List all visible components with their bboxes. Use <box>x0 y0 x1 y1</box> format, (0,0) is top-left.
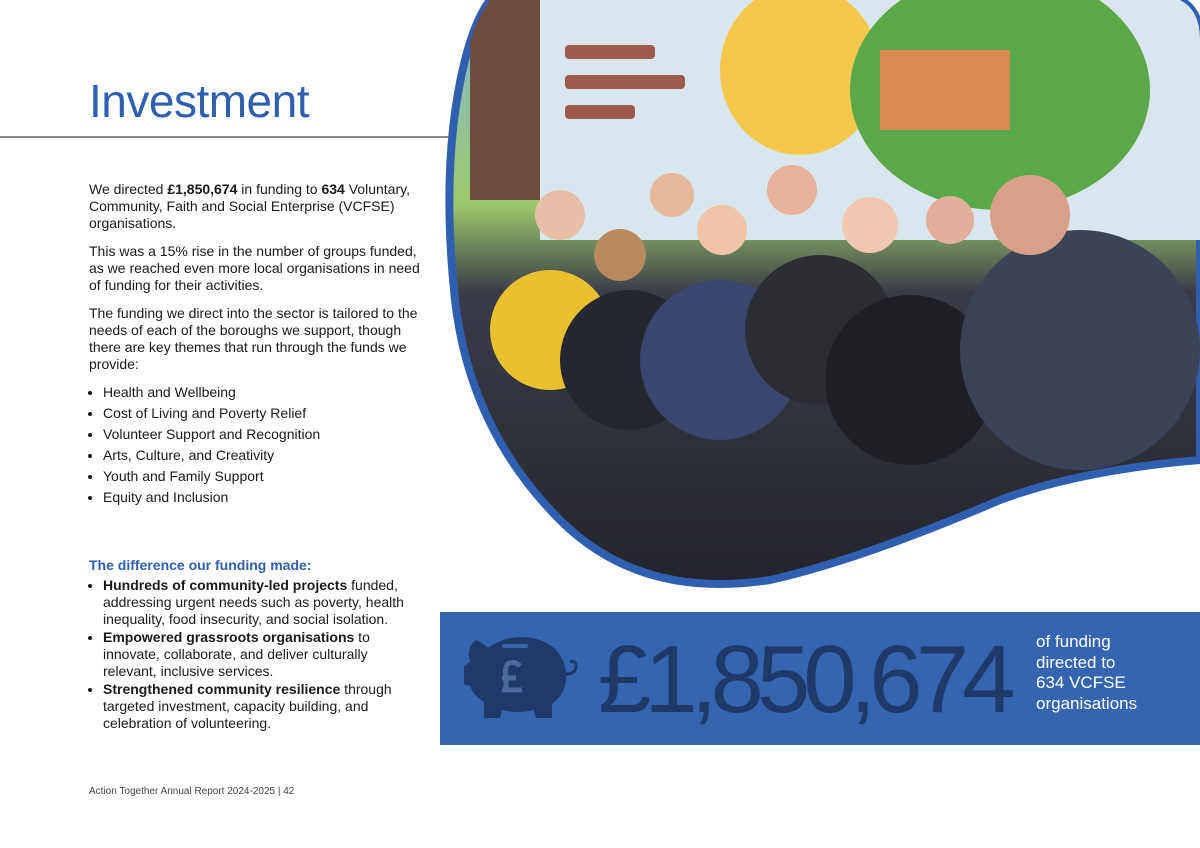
themes-list <box>89 384 425 506</box>
list-item: • Volunteer Support and Recognition <box>103 426 425 443</box>
list-item <box>103 681 419 732</box>
intro-paragraph-2: This was a 15% rise in the number of groups funded, as we reached even more local organisations in need of funding for their activities. <box>89 243 420 293</box>
volunteers-group-photo <box>440 0 1200 600</box>
caption-line: of funding <box>1036 632 1111 651</box>
page-footer: Action Together Annual Report 2024-2025 | 42 <box>89 786 295 797</box>
list-item: • Youth and Family Support <box>103 468 425 485</box>
intro-paragraph-1 <box>89 181 425 232</box>
text: to innovate, collaborate, and deliver culturally relevant, inclusive services. <box>103 629 370 679</box>
text: Empowered grassroots organisations <box>103 629 355 645</box>
text: We directed <box>89 181 168 197</box>
caption-line: organisations <box>1036 693 1138 713</box>
caption-line: 634 VCFSE <box>1036 673 1126 692</box>
list-item: • Equity and Inclusion <box>103 489 425 506</box>
text: Hundreds of community-led projects <box>103 577 348 593</box>
list-item: • Arts, Culture, and Creativity <box>103 447 425 464</box>
piggy-bank-icon <box>462 630 584 720</box>
intro-text <box>89 181 425 510</box>
funding-amount: £1,850,674 <box>167 181 238 197</box>
page-title: Investment <box>89 75 309 127</box>
difference-section <box>89 557 419 733</box>
text: in funding to <box>237 181 322 197</box>
text: Strengthened community resilience <box>103 681 341 697</box>
difference-list <box>89 577 419 732</box>
organisation-count: 634 <box>321 181 345 197</box>
funding-caption <box>1036 632 1137 714</box>
funding-stat-banner <box>440 612 1200 745</box>
intro-paragraph-3: The funding we direct into the sector is tailored to the needs of each of the boroughs we support, though there are key themes that run through the funds we provide: <box>89 305 418 372</box>
list-item <box>103 629 419 680</box>
list-item <box>103 577 419 628</box>
funding-amount-large: £1,850,674 <box>598 626 1009 733</box>
caption-line: directed to <box>1036 652 1116 672</box>
title-divider <box>0 136 456 138</box>
difference-heading: The difference our funding made: <box>89 557 312 573</box>
text: through targeted investment, capacity building, and celebration of volunteering. <box>103 681 392 731</box>
text: funded, addressing urgent needs such as poverty, health inequality, food insecurity, and social isolation. <box>103 577 404 627</box>
text: Voluntary, Community, Faith and Social Enterprise (VCFSE) organisations. <box>89 181 410 231</box>
list-item: • Health and Wellbeing <box>103 384 425 401</box>
list-item: • Cost of Living and Poverty Relief <box>103 405 425 422</box>
